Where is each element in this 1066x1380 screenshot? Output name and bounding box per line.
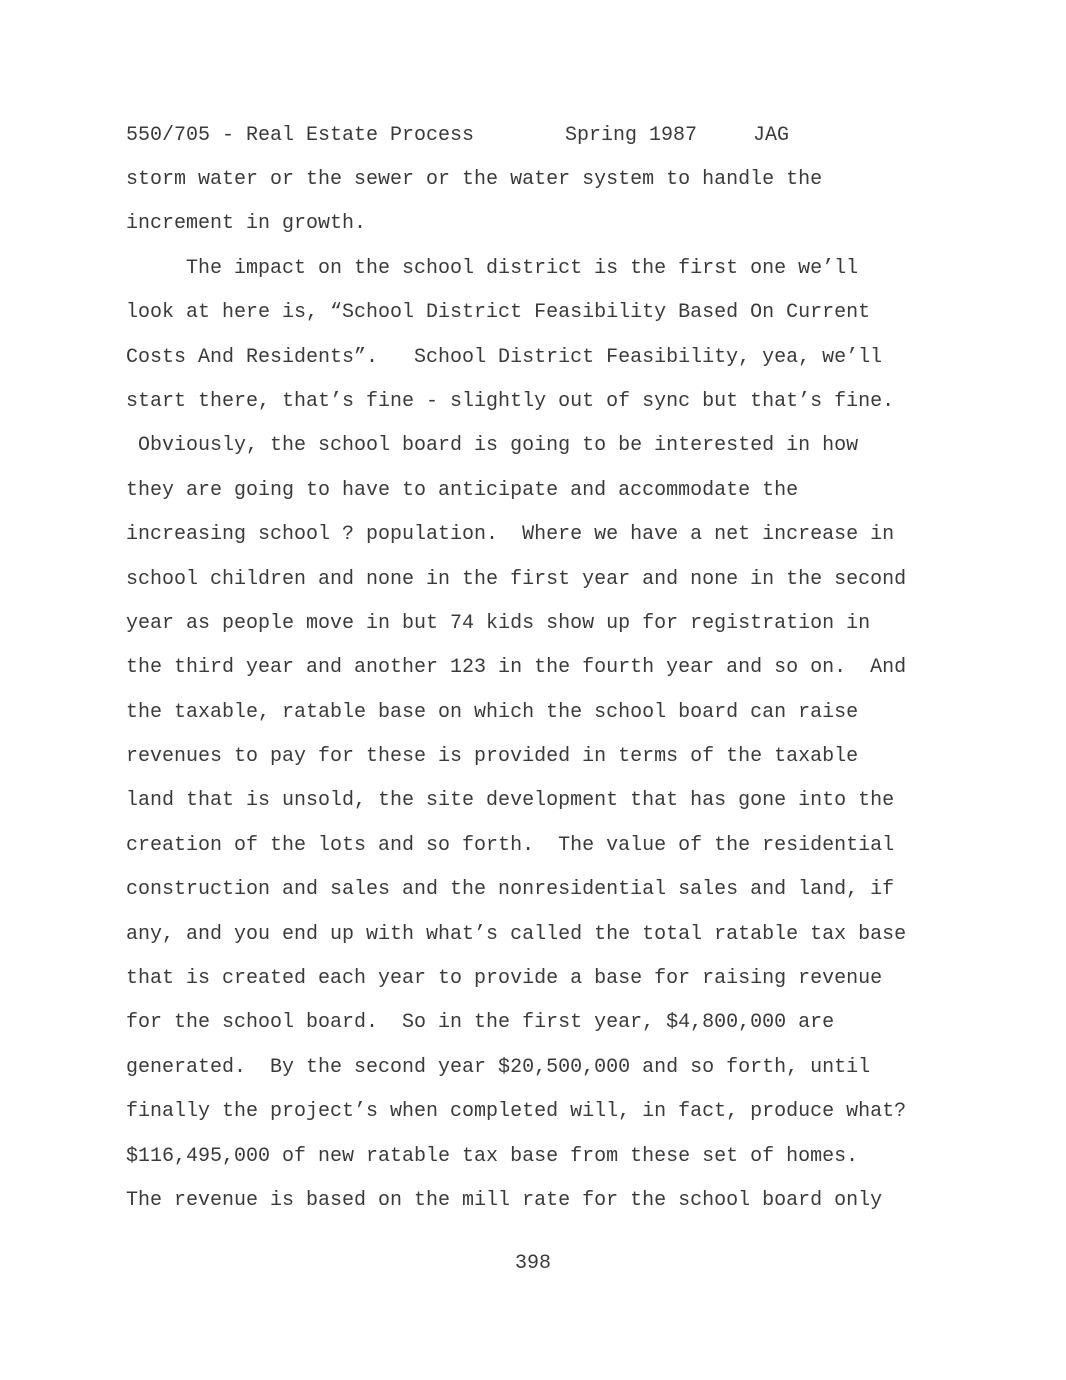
text-line: start there, that’s fine - slightly out of sync but that’s fine. [126,389,895,413]
text-line: increment in growth. [126,212,367,236]
text-line: generated. By the second year $20,500,000 and so forth, until [126,1055,871,1079]
text-line: The impact on the school district is the first one we’ll [126,256,859,280]
header-term: Spring 1987 [565,124,698,147]
text-line: Costs And Residents”. School District Feasibility, yea, we’ll [126,345,883,369]
header-course-title: 550/705 - Real Estate Process [126,124,475,147]
text-line: revenues to pay for these is provided in terms of the taxable [126,745,859,769]
text-line: The revenue is based on the mill rate for the school board only [126,1188,883,1212]
text-line: they are going to have to anticipate and accommodate the [126,478,799,502]
text-line: any, and you end up with what’s called the total ratable tax base [126,922,907,946]
text-line: construction and sales and the nonresidential sales and land, if [126,878,895,902]
text-line: year as people move in but 74 kids show up for registration in [126,611,871,635]
text-line: land that is unsold, the site development that has gone into the [126,789,895,813]
text-line: the taxable, ratable base on which the school board can raise [126,700,859,724]
text-line: look at here is, “School District Feasibility Based On Current [126,301,871,325]
text-line: school children and none in the first year and none in the second [126,567,907,591]
text-line: for the school board. So in the first year, $4,800,000 are [126,1011,835,1035]
text-line: increasing school ? population. Where we have a net increase in [126,523,895,547]
text-line: $116,495,000 of new ratable tax base from these set of homes. [126,1144,859,1168]
page-header [126,123,790,149]
text-line: Obviously, the school board is going to be interested in how [126,434,859,458]
text-line: that is created each year to provide a base for raising revenue [126,967,883,991]
transcript-body [126,167,956,1232]
text-line: creation of the lots and so forth. The value of the residential [126,833,895,857]
text-line: the third year and another 123 in the fourth year and so on. And [126,656,907,680]
text-line: storm water or the sewer or the water system to handle the [126,168,823,191]
page-number: 398 [514,1252,551,1275]
header-initials: JAG [753,124,790,147]
text-line: finally the project’s when completed will, in fact, produce what? [126,1100,907,1124]
